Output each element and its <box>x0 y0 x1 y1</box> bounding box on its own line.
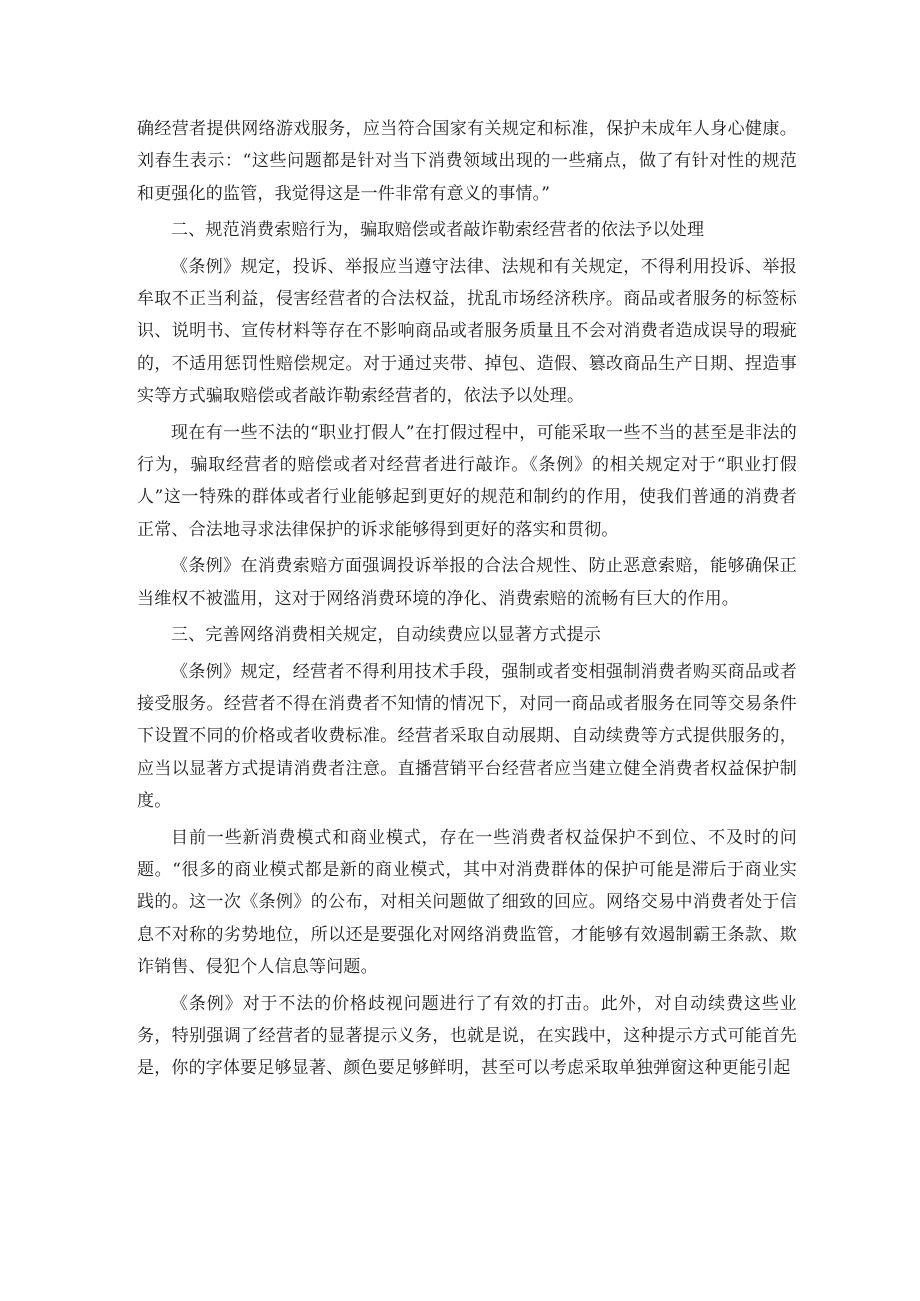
paragraph: 《条例》在消费索赔方面强调投诉举报的合法合规性、防止恶意索赔，能够确保正当维权不被滥用，这对于网络消费环境的净化、消费索赔的流畅有巨大的作用。 <box>137 556 797 609</box>
section-heading-3: 三、完善网络消费相关规定，自动续费应以显著方式提示 <box>171 625 601 646</box>
section-heading-2: 二、规范消费索赔行为，骗取赔偿或者敲诈勒索经营者的依法予以处理 <box>171 220 705 241</box>
paragraph-continuation: 确经营者提供网络游戏服务，应当符合国家有关规定和标准，保护未成年人身心健康。刘春生表示：“这些问题都是针对当下消费领域出现的一些痛点，做了有针对性的规范和更强化的监管，我觉得这是一件非常有意义的事情。” <box>137 119 797 204</box>
paragraph: 现在有一些不法的“职业打假人”在打假过程中，可能采取一些不当的甚至是非法的行为，骗取经营者的赔偿或者对经营者进行敲诈。《条例》的相关规定对于“职业打假人”这一特殊的群体或者行业能够起到更好的规范和制约的作用，使我们普通的消费者正常、合法地寻求法律保护的诉求能够得到更好的落实和贯彻。 <box>137 422 797 540</box>
paragraph: 《条例》规定，投诉、举报应当遵守法律、法规和有关规定，不得利用投诉、举报牟取不正当利益，侵害经营者的合法权益，扰乱市场经济秩序。商品或者服务的标签标识、说明书、宣传材料等存在不影响商品或者服务质量且不会对消费者造成误导的瑕疵的，不适用惩罚性赔偿规定。对于通过夹带、掉包、造假、篡改商品生产日期、捏造事实等方式骗取赔偿或者敲诈勒索经营者的，依法予以处理。 <box>137 256 797 407</box>
document-body <box>137 113 797 1089</box>
paragraph: 《条例》对于不法的价格歧视问题进行了有效的打击。此外，对自动续费这些业务，特别强调了经营者的显著提示义务，也就是说，在实践中，这种提示方式可能首先是，你的字体要足够显著、颜色要足够鲜明，甚至可以考虑采取单独弹窗这种更能引起 <box>137 993 797 1079</box>
paragraph: 目前一些新消费模式和商业模式，存在一些消费者权益保护不到位、不及时的问题。“很多的商业模式都是新的商业模式，其中对消费群体的保护可能是滞后于商业实践的。这一次《条例》的公布，对相关问题做了细致的回应。网络交易中消费者处于信息不对称的劣势地位，所以还是要强化对网络消费监管，才能够有效遏制霸王条款、欺诈销售、侵犯个人信息等问题。 <box>137 827 797 978</box>
paragraph: 《条例》规定，经营者不得利用技术手段，强制或者变相强制消费者购买商品或者接受服务。经营者不得在消费者不知情的情况下，对同一商品或者服务在同等交易条件下设置不同的价格或者收费标准。经营者采取自动展期、自动续费等方式提供服务的，应当以显著方式提请消费者注意。直播营销平台经营者应当建立健全消费者权益保护制度。 <box>137 661 797 812</box>
